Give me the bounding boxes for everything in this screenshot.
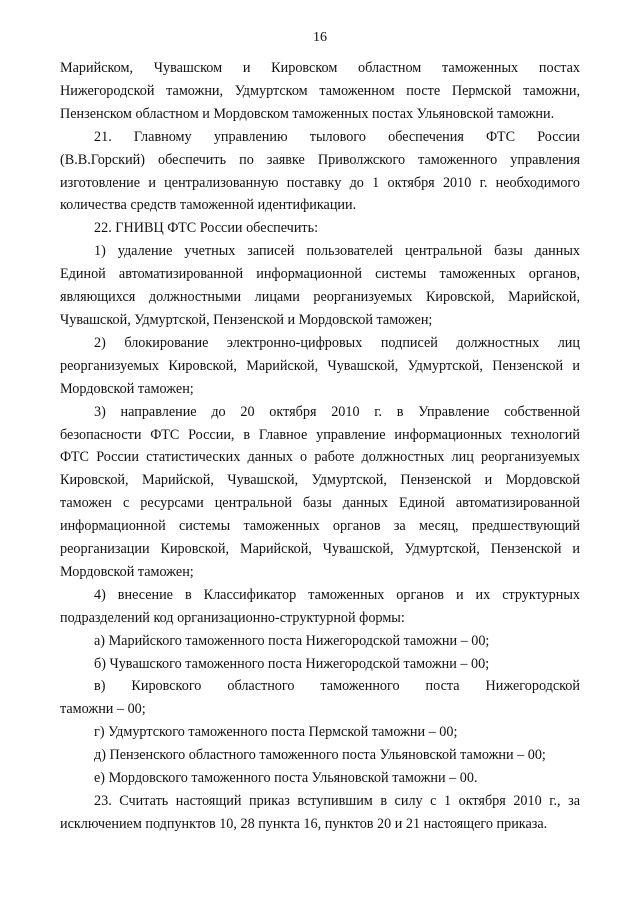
subitem-g xyxy=(60,721,580,744)
text-line: изготовление и централизованную поставку до 1 октября 2010 г. необходимого xyxy=(60,174,580,191)
text-line: Чувашской, Удмуртской, Пензенской и Мордовской таможен; xyxy=(60,311,433,328)
text-line: г) Удмуртского таможенного поста Пермской таможни – 00; xyxy=(94,724,458,741)
text-line: в) Кировского областного таможенного поста Нижегородской xyxy=(94,678,580,695)
text-line: 2) блокирование электронно-цифровых подписей должностных лиц xyxy=(94,334,580,351)
text-line: Марийском, Чувашском и Кировском областном таможенных постах xyxy=(60,60,580,76)
paragraph-item-23 xyxy=(60,790,580,836)
text-line: (В.В.Горский) обеспечить по заявке Приволжского таможенного управления xyxy=(60,151,580,168)
paragraph-item-21 xyxy=(60,126,580,218)
text-line: 23. Считать настоящий приказ вступившим в силу с 1 октября 2010 г., за xyxy=(94,793,580,809)
text-line: исключением подпунктов 10, 28 пункта 16, пунктов 20 и 21 настоящего приказа. xyxy=(60,815,548,832)
text-line: информационной системы таможенных органов за месяц, предшествующий xyxy=(60,518,580,535)
text-line: д) Пензенского областного таможенного поста Ульяновской таможни – 00; xyxy=(94,747,546,764)
text-line: реорганизуемых Кировской, Марийской, Чувашской, Удмуртской, Пензенской и xyxy=(60,357,580,374)
text-line: Мордовской таможен; xyxy=(60,563,194,580)
subitem-v xyxy=(60,675,580,721)
text-line: являющихся должностными лицами реорганизуемых Кировской, Марийской, xyxy=(60,289,580,306)
subitem-e xyxy=(60,767,580,790)
text-line: Кировской, Марийской, Чувашской, Удмуртской, Пензенской и Мордовской xyxy=(60,472,580,489)
text-line: е) Мордовского таможенного поста Ульяновской таможни – 00. xyxy=(94,770,478,787)
text-line: подразделений код организационно-структурной формы: xyxy=(60,609,405,626)
text-line: Пензенском областном и Мордовском таможенных постах Ульяновской таможни. xyxy=(60,105,555,122)
text-line: Нижегородской таможни, Удмуртском таможенном посте Пермской таможни, xyxy=(60,82,580,99)
text-line: ФТС России статистических данных о работе должностных лиц реорганизуемых xyxy=(60,449,580,466)
text-line: Мордовской таможен; xyxy=(60,380,194,397)
paragraph-item-22-4 xyxy=(60,584,580,630)
text-line: 3) направление до 20 октября 2010 г. в Управление собственной xyxy=(94,403,580,420)
subitem-d xyxy=(60,744,580,767)
subitem-a xyxy=(60,630,580,653)
text-line: Единой автоматизированной информационной системы таможенных органов, xyxy=(60,266,580,283)
text-line: а) Марийского таможенного поста Нижегородской таможни – 00; xyxy=(94,632,490,649)
paragraph-item-22-1 xyxy=(60,240,580,332)
paragraph-item-22-3 xyxy=(60,401,580,584)
text-line: 22. ГНИВЦ ФТС России обеспечить: xyxy=(94,220,319,237)
text-line: таможни – 00; xyxy=(60,701,146,718)
text-line: 1) удаление учетных записей пользователей центральной базы данных xyxy=(94,243,580,260)
page-number: 16 xyxy=(313,30,327,45)
paragraph-item-22 xyxy=(60,217,580,240)
text-line: таможен с ресурсами центральной базы данных Единой автоматизированной xyxy=(60,495,580,512)
paragraph-continuation xyxy=(60,57,580,126)
text-line: реорганизации Кировской, Марийской, Чувашской, Удмуртской, Пензенской и xyxy=(60,541,580,558)
paragraph-item-22-2 xyxy=(60,332,580,401)
text-line: 4) внесение в Классификатор таможенных органов и их структурных xyxy=(94,586,580,603)
text-line: безопасности ФТС России, в Главное управление информационных технологий xyxy=(60,426,580,443)
document-body xyxy=(60,57,580,836)
subitem-b xyxy=(60,653,580,676)
text-line: 21. Главному управлению тылового обеспечения ФТС России xyxy=(94,128,580,145)
text-line: количества средств таможенной идентификации. xyxy=(60,197,357,214)
text-line: б) Чувашского таможенного поста Нижегородской таможни – 00; xyxy=(94,655,490,672)
